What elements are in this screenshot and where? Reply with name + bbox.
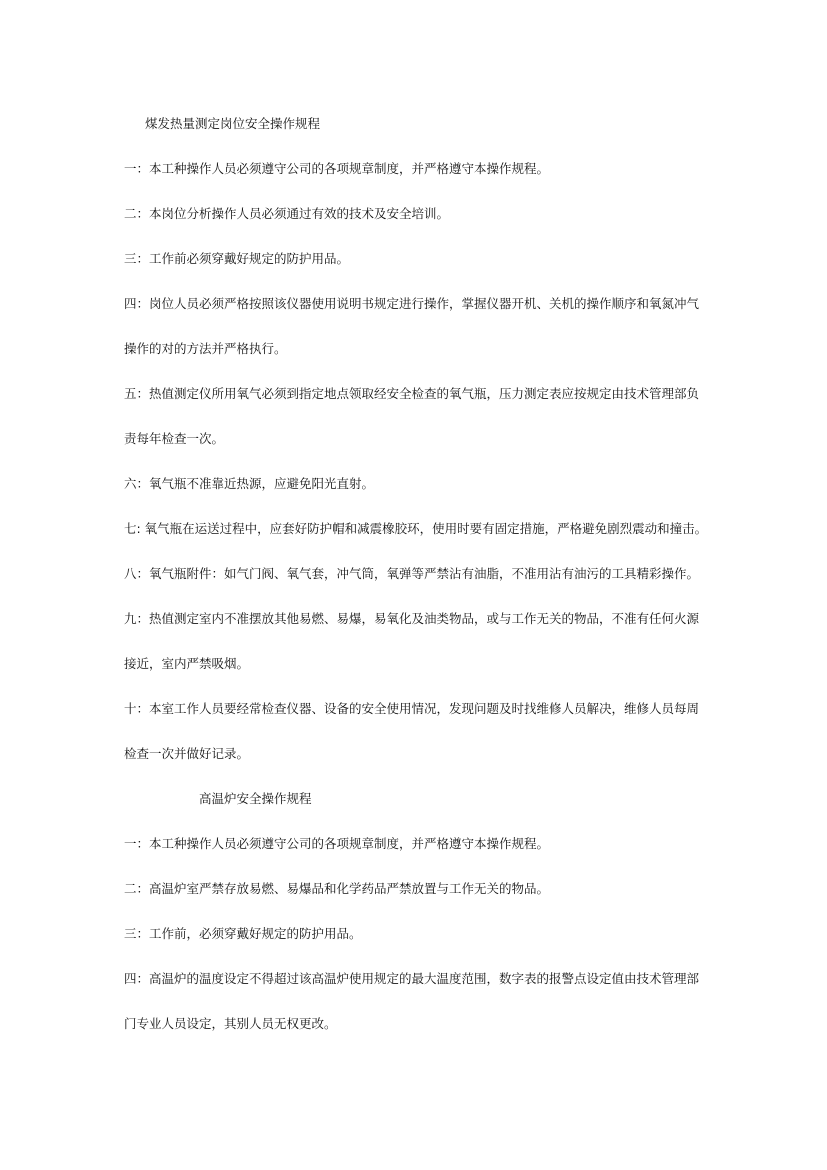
section1-title: 煤发热量测定岗位安全操作规程 bbox=[145, 116, 321, 131]
section1-line-7: 责每年检查一次。 bbox=[124, 431, 225, 446]
section1-line-2: 二：本岗位分析操作人员必须通过有效的技术及安全培训。 bbox=[124, 206, 450, 221]
section2-title: 高温炉安全操作规程 bbox=[199, 791, 312, 806]
section1-line-4: 四：岗位人员必须严格按照该仪器使用说明书规定进行操作，掌握仪器开机、关机的操作顺序和氧氮冲气 bbox=[124, 296, 700, 311]
section1-line-11: 九：热值测定室内不准摆放其他易燃、易爆，易氧化及油类物品，或与工作无关的物品，不准有任何火源 bbox=[124, 611, 700, 626]
section1-line-13: 十：本室工作人员要经常检查仪器、设备的安全使用情况，发现问题及时找维修人员解决，维修人员每周 bbox=[124, 701, 700, 716]
section2-line-3: 三：工作前，必须穿戴好规定的防护用品。 bbox=[124, 926, 362, 941]
section2-line-4: 四：高温炉的温度设定不得超过该高温炉使用规定的最大温度范围，数字表的报警点设定值由技术管理部 bbox=[124, 971, 700, 986]
section2-line-1: 一：本工种操作人员必须遵守公司的各项规章制度，并严格遵守本操作规程。 bbox=[124, 836, 550, 851]
section1-line-10: 八：氧气瓶附件：如气门阀、氧气套，冲气筒，氧弹等严禁沾有油脂，不准用沾有油污的工具精彩操作。 bbox=[124, 566, 700, 581]
section2-line-2: 二：高温炉室严禁存放易燃、易爆品和化学药品严禁放置与工作无关的物品。 bbox=[124, 881, 550, 896]
section1-line-14: 检查一次并做好记录。 bbox=[124, 746, 250, 761]
section2-line-5: 门专业人员设定，其别人员无权更改。 bbox=[124, 1016, 337, 1031]
section1-line-8: 六：氧气瓶不准靠近热源，应避免阳光直射。 bbox=[124, 476, 375, 491]
section1-line-1: 一：本工种操作人员必须遵守公司的各项规章制度，并严格遵守本操作规程。 bbox=[124, 161, 550, 176]
section1-line-12: 接近，室内严禁吸烟。 bbox=[124, 656, 250, 671]
section1-line-3: 三：工作前必须穿戴好规定的防护用品。 bbox=[124, 251, 350, 266]
section1-line-6: 五：热值测定仪所用氧气必须到指定地点领取经安全检查的氧气瓶，压力测定表应按规定由技术管理部负 bbox=[124, 386, 700, 401]
section1-line-9: 七: 氧气瓶在运送过程中，应套好防护帽和减震橡胶环，使用时要有固定措施，严格避免剧烈震动和撞击。 bbox=[124, 521, 708, 536]
section1-line-5: 操作的对的方法并严格执行。 bbox=[124, 341, 287, 356]
